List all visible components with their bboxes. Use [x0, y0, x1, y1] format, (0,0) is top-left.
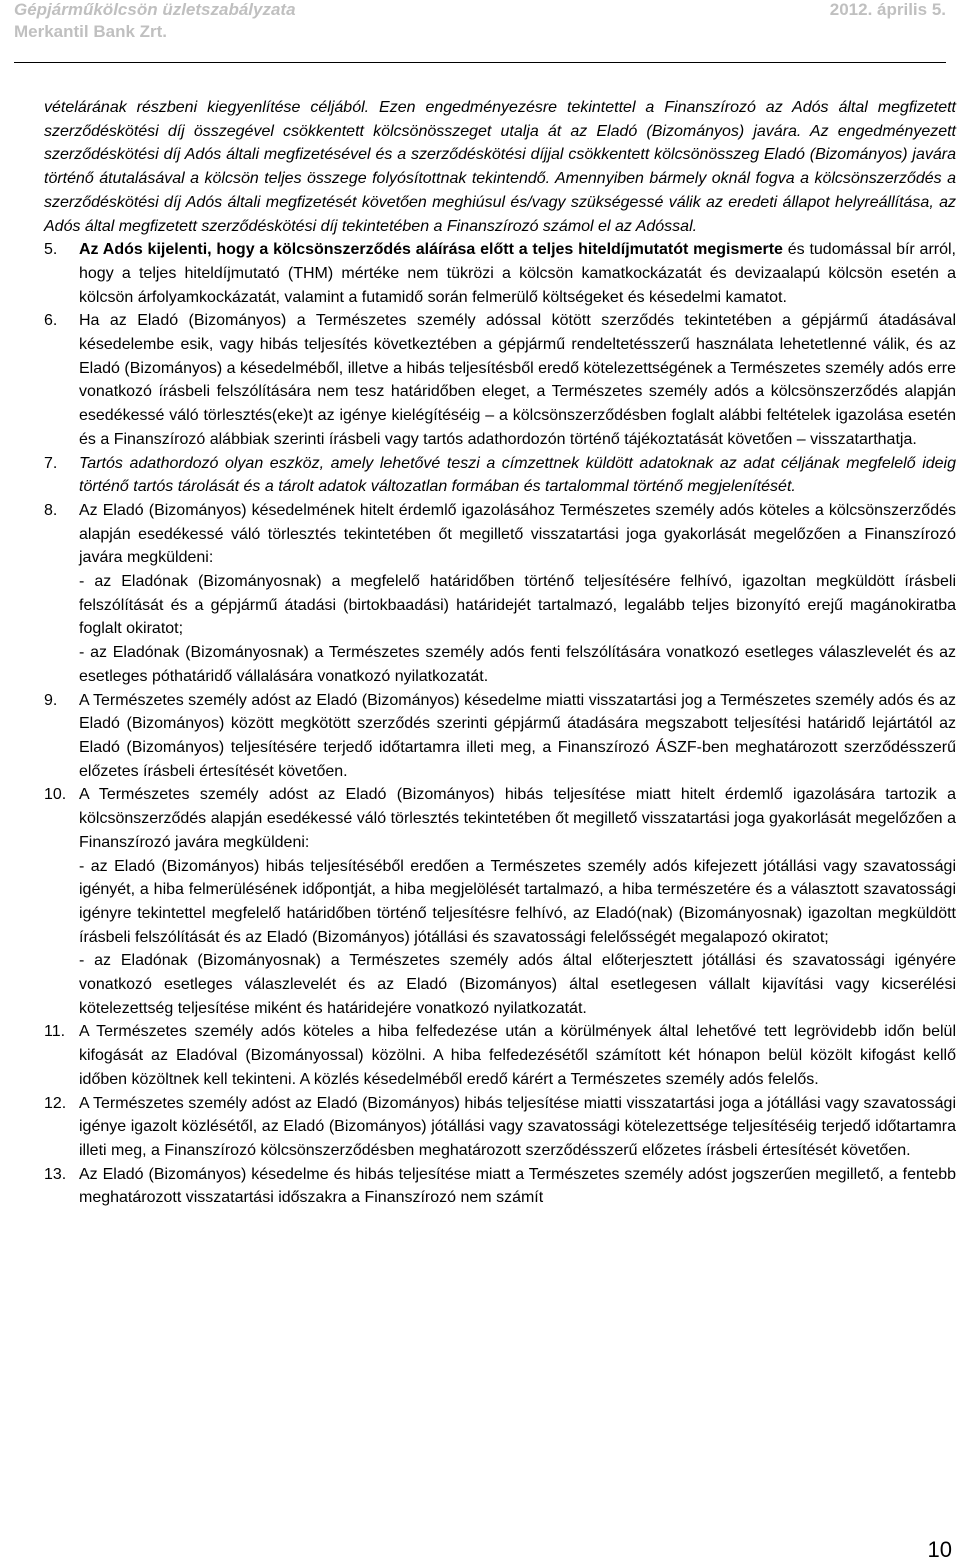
item-text: és tudomással bír arról, hogy a teljes hiteldíjmutató (THM) mértéke nem tükrözi a kölcsön kamatkockázatát és devizaalapú kölcsön esetén a kölcsön árfolyamkockázatát, valamint a futamidő során felmerülő költségeket és késedelmi kamatot.: [79, 241, 956, 306]
intro-paragraph: [44, 96, 956, 238]
item-number: 11.: [44, 1023, 66, 1041]
item-number: 9.: [44, 691, 58, 709]
item-text: Az Eladó (Bizományos) késedelmének hitelt érdemlő igazolásához Természetes személy adós köteles a kölcsönszerződés alapján esedékessé váló törlesztés tekintetében őt megillető visszatartási joga gyakorlását megelőzően a Finanszírozó javára megküldeni:: [79, 501, 956, 567]
list-item: [44, 309, 956, 451]
item-text: A Természetes személy adóst az Eladó (Bizományos) hibás teljesítése miatt hitelt érdemlő igazolására tartozik a kölcsönszerződés alapján esedékessé váló törlesztés tekintetében őt megillető visszatartási joga gyakorlását megelőzően a Finanszírozó javára megküldeni:: [79, 786, 956, 851]
intro-text-3: Amennyiben bármely oknál fogva a kölcsönszerződés a szerződéskötési díj Adós általi megfizetését követően meghiúsul és/vagy szükségessé válik az eredeti állapot helyreállítása, az Adós által megfizetett szerződéskötési díj tekintetében a Finanszírozó számol el az Adóssal.: [44, 170, 957, 235]
list-item: [44, 499, 956, 689]
item-text: Ha az Eladó (Bizományos) a Természetes személy adóssal kötött szerződés tekintetében a gépjármű átadásával késedelembe esik, vagy hibás teljesítés következtében a gépjármű rendeltetésszerű használata lehetetlenné válik, és az Eladó (Bizományos) a késedelméből, illetve a hibás teljesítésből eredő kötelezettségének a Természetes személy adós erre vonatkozó írásbeli felszólítására nem tesz határidőben eleget, a Természetes személy adós a kölcsönszerződés alapján esedékessé váló törlesztés(eke)t az igénye kielégítéséig – a kölcsönszerződésben foglalt alábbi feltételek igazolása esetén és a Finanszírozó alábbiak szerinti írásbeli vagy tartós adathordozón történő tájékoztatását követően – visszatarthatja.: [79, 312, 956, 448]
page-header: [0, 0, 960, 64]
item-number: 13.: [44, 1165, 67, 1183]
item-number: 6.: [44, 312, 58, 330]
item-subpoint: - az Eladónak (Bizományosnak) a Természetes személy adós által előterjesztett jótállási és szavatossági igényére vonatkozó esetleges válaszlevelét és az Eladó (Bizományos) által esetlegesen vállalt kijavítási vagy kicserélési kötelezettség teljesítése miként és határidejére vonatkozó nyilatkozatát.: [79, 952, 956, 1017]
item-number: 8.: [44, 501, 58, 519]
item-number: 7.: [44, 454, 58, 472]
document-body: [44, 96, 956, 1210]
item-number: 12.: [44, 1094, 67, 1112]
document-title: Gépjárműkölcsön üzletszabályzata: [14, 0, 296, 19]
list-item: [44, 689, 956, 784]
item-subpoint: - az Eladó (Bizományos) hibás teljesítéséből eredően a Természetes személy adós kifejezett jótállási vagy szavatossági igényét, a hiba felmerülésének időpontját, a hiba megjelölését tartalmazó, a hiba természetére és a választott szavatossági igényre tekintettel megfelelő határidőben történő teljesítésre felhívó, az Eladó(nak) (Bizományosnak) igazoltan megküldött írásbeli felszólítását és az Eladó (Bizományos) jótállási és szavatossági felelősségét megalapozó okiratot;: [79, 857, 956, 946]
header-divider: [14, 62, 946, 63]
item-number: 5.: [44, 241, 58, 259]
item-text: A Természetes személy adós köteles a hiba felfedezése után a körülmények által lehetővé tett legrövidebb időn belül kifogását az Eladóval (Bizományossal) közölni. A hiba felfedezésétől számított két hónapon belül közölt kifogást kellő időben közöltnek kell tekinteni. A közlés késedelméből eredő kárért a Természetes személy adós felelős.: [79, 1023, 956, 1088]
intro-text-2: Az engedményezett szerződéskötési díj Adós általi megfizetésével és a szerződéskötési díjjal csökkentett kölcsönösszeg Eladó (Bizományos) javára történő átutalásával a kölcsön teljes összege folyósítottnak tekintendő.: [44, 122, 957, 188]
list-item: [44, 783, 956, 1020]
item-subpoint: - az Eladónak (Bizományosnak) a megfelelő határidőben történő teljesítésére felhívó, igazoltan megküldött írásbeli felszólítását és a gépjármű átadási (birtokbaadási) határidejét tartalmazó, legalább teljes bizonyító erejű magánokiratba foglalt okiratot;: [79, 573, 956, 638]
item-text: Az Eladó (Bizományos) késedelme és hibás teljesítése miatt a Természetes személy adóst jogszerűen megillető, a fentebb meghatározott visszatartási időszakra a Finanszírozó nem számít: [79, 1165, 956, 1207]
intro-text-1: vételárának részbeni kiegyenlítése céljából. Ezen engedményezésre tekintettel a Finanszírozó az Adós által megfizetett szerződéskötési díj összegével csökkentett kölcsönösszeget utalja át az Eladó (Bizományos) javára.: [44, 99, 956, 140]
list-item: [44, 452, 956, 499]
header-row-bottom: [14, 22, 946, 42]
page-number: 10: [927, 1537, 952, 1562]
item-text: Tartós adathordozó olyan eszköz, amely lehetővé teszi a címzettnek küldött adatoknak az adat céljának megfelelő ideig történő tartós tárolását és a tárolt adatok változatlan formában és tartalommal történő megjelenítését.: [79, 454, 956, 496]
item-text: A Természetes személy adóst az Eladó (Bizományos) hibás teljesítése miatti visszatartási joga a jótállási vagy szavatossági igénye igazolt közlésétől, az Eladó (Bizományos) jótállási vagy szavatossági kötelezettsége teljesítéséig terjedő időtartamra illeti meg, a Finanszírozó kölcsönszerződésben meghatározott szerződésszerű előzetes írásbeli értesítését követően.: [79, 1094, 956, 1159]
list-item: [44, 1020, 956, 1091]
list-item: [44, 238, 956, 309]
list-item: [44, 1092, 956, 1163]
header-row-top: [14, 0, 946, 20]
document-date: 2012. április 5.: [829, 0, 946, 19]
bank-name: Merkantil Bank Zrt.: [14, 22, 168, 41]
item-number: 10.: [44, 786, 67, 804]
item-subpoint: - az Eladónak (Bizományosnak) a Természetes személy adós fenti felszólítására vonatkozó esetleges válaszlevelét és az esetleges póthatáridő vállalására vonatkozó nyilatkozatát.: [79, 644, 956, 685]
list-item: [44, 1163, 956, 1210]
item-bold-text: Az Adós kijelenti, hogy a kölcsönszerződés aláírása előtt a teljes hiteldíjmutatót megismerte: [79, 241, 783, 259]
item-text: A Természetes személy adóst az Eladó (Bizományos) késedelme miatti visszatartási jog a Természetes személy adós és az Eladó (Bizományos) között megkötött szerződés szerinti gépjármű átadására megszabott teljesítési határidő lejártától az Eladó (Bizományos) teljesítésére terjedő időtartamra illeti meg, a Finanszírozó ÁSZF-ben meghatározott szerződésszerű előzetes írásbeli értesítését követően.: [79, 691, 956, 780]
